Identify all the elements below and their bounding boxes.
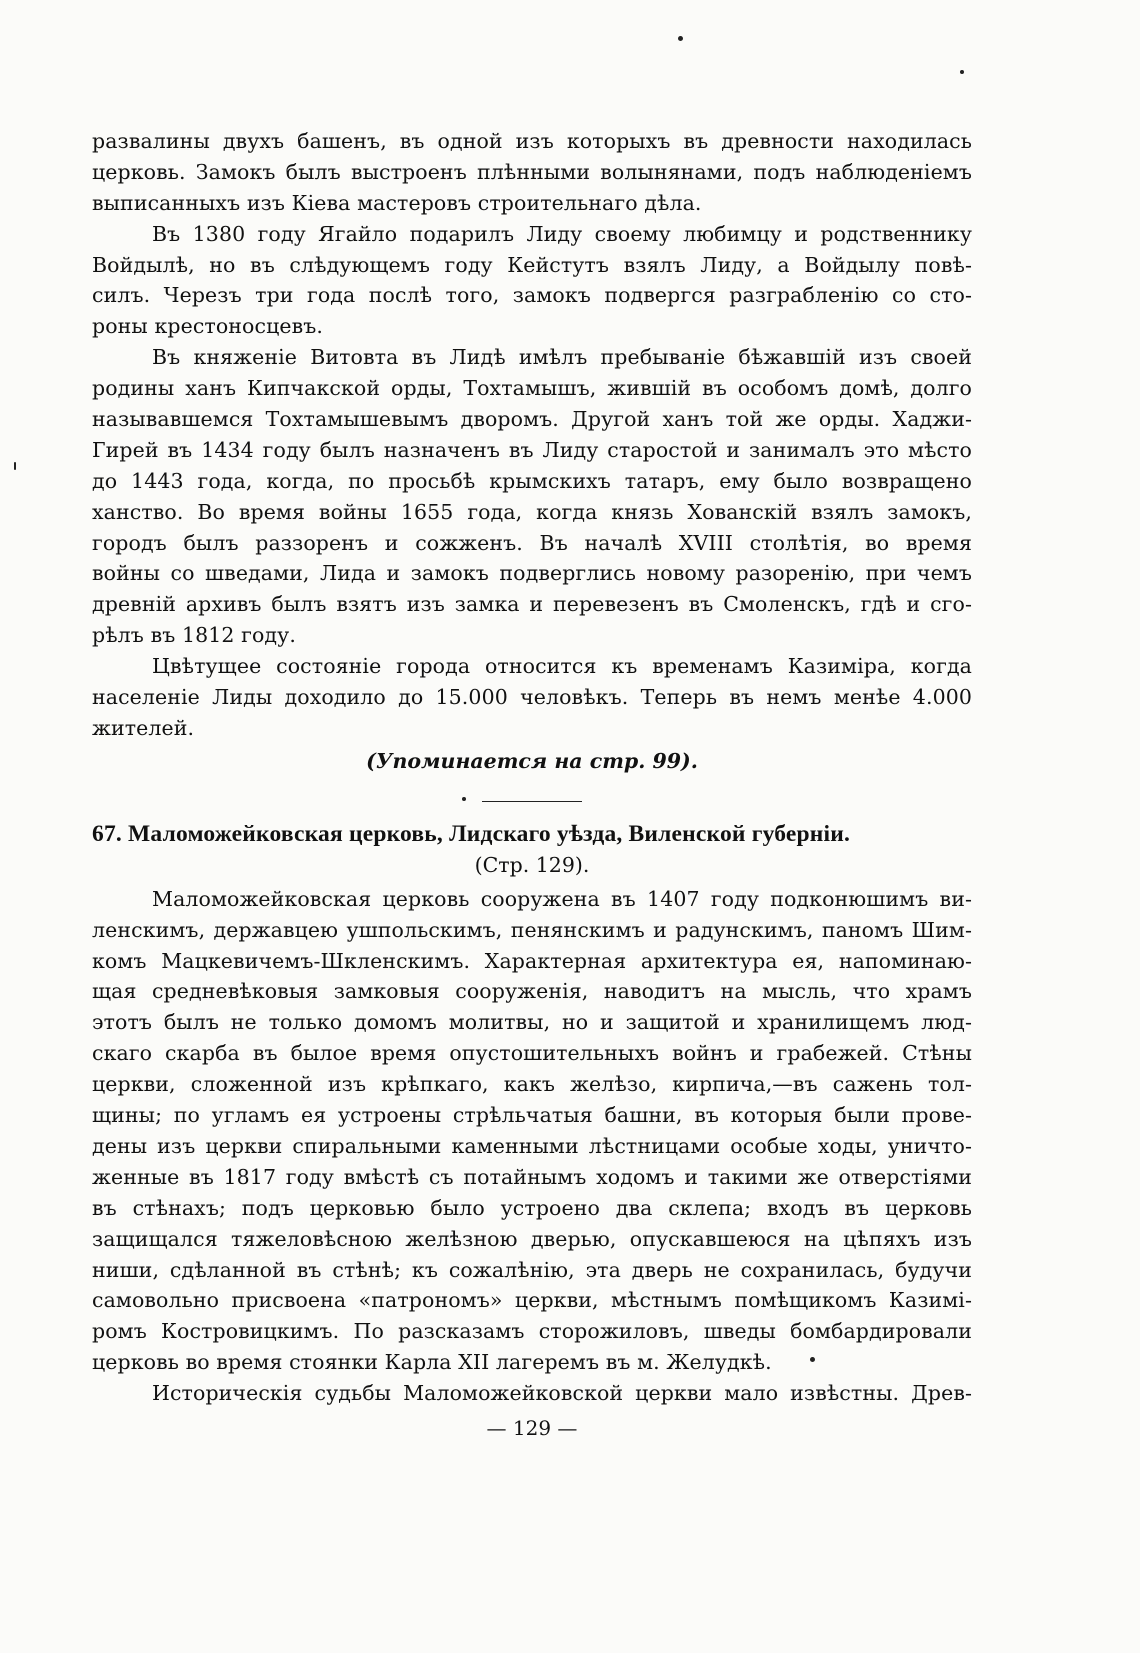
reference-caption: (Упоминается на стр. 99). <box>366 748 698 773</box>
text-line: комъ Мацкевичемъ-Шкленскимъ. Характерная архитектура ея, напоминаю- <box>92 948 972 973</box>
text-line: самовольно присвоена «патрономъ» церкви, мѣстнымъ помѣщикомъ Казимі- <box>92 1288 972 1313</box>
section-divider <box>482 801 582 802</box>
text-line: Въ княженіе Витовта въ Лидѣ имѣлъ пребываніе бѣжавшій изъ своей <box>152 345 972 370</box>
scan-speck <box>14 462 16 470</box>
page-body <box>92 126 972 1443</box>
text-line: ханство. Во время войны 1655 года, когда князь Хованскій взялъ замокъ, <box>92 499 972 524</box>
paragraph-city-prosperity <box>92 651 972 744</box>
scan-speck <box>810 1357 815 1362</box>
text-line: ленскимъ, державцею ушпольскимъ, пенянскимъ и радунскимъ, паномъ Шим- <box>92 917 972 942</box>
paragraph-jagiello-gift <box>92 219 972 343</box>
page-number: — 129 — <box>486 1415 578 1440</box>
text-line: женные въ 1817 году вмѣстѣ съ потайнымъ ходомъ и такими же отверстіями <box>92 1164 972 1189</box>
text-line: силъ. Черезъ три года послѣ того, замокъ подвергся разграбленію со сто- <box>92 283 972 308</box>
paragraph-church-history <box>92 1378 972 1409</box>
section-heading: 67. Маломожейковская церковь, Лидскаго уѣзда, Виленской губерніи. <box>92 820 851 847</box>
text-line: церкви, сложенной изъ крѣпкаго, какъ желѣзо, кирпича,—въ сажень тол- <box>92 1072 972 1097</box>
text-line: церковь во время стоянки Карла XII лагеремъ въ м. Желудкѣ. <box>92 1350 772 1375</box>
paragraph-vytautas-reign <box>92 342 972 651</box>
paragraph-castle-ruins <box>92 126 972 219</box>
text-line: Войдылѣ, но въ слѣдующемъ году Кейстутъ взялъ Лиду, а Войдылу повѣ- <box>92 252 972 277</box>
text-line: древній архивъ былъ взятъ изъ замка и перевезенъ въ Смоленскъ, гдѣ и сго- <box>92 592 972 617</box>
text-line: называвшемся Тохтамышевымъ дворомъ. Другой ханъ той же орды. Хаджи- <box>92 407 972 432</box>
text-line: рѣлъ въ 1812 году. <box>92 623 296 648</box>
text-line: роны крестоносцевъ. <box>92 314 323 339</box>
text-line: дены изъ церкви спиральными каменными лѣстницами особые ходы, уничто- <box>92 1133 972 1158</box>
text-line: до 1443 года, когда, по просьбѣ крымскихъ татаръ, ему было возвращено <box>92 468 972 493</box>
section-subheading: (Стр. 129). <box>474 852 590 877</box>
text-line: населеніе Лиды доходило до 15.000 человѣкъ. Теперь въ немъ менѣе 4.000 <box>92 685 972 710</box>
text-line: Цвѣтущее состояніе города относится къ временамъ Казиміра, когда <box>152 654 972 679</box>
text-line: Гирей въ 1434 году былъ назначенъ въ Лиду старостой и занималъ это мѣсто <box>92 437 972 462</box>
text-line: ромъ Костровицкимъ. По разсказамъ сторожиловъ, шведы бомбардировали <box>92 1319 972 1344</box>
text-line: Въ 1380 году Ягайло подарилъ Лиду своему любимцу и родственнику <box>152 221 972 246</box>
text-line: церковь. Замокъ былъ выстроенъ плѣнными волынянами, подъ наблюденіемъ <box>92 159 972 184</box>
text-line: этотъ былъ не только домомъ молитвы, но и защитой и хранилищемъ люд- <box>92 1010 972 1035</box>
text-line: щая средневѣковыя замковыя сооруженія, наводитъ на мысль, что храмъ <box>92 979 972 1004</box>
scan-speck <box>678 36 683 41</box>
text-line: въ стѣнахъ; подъ церковью было устроено два склепа; входъ въ церковь <box>92 1195 972 1220</box>
text-line: скаго скарба въ былое время опустошительныхъ войнъ и грабежей. Стѣны <box>92 1041 972 1066</box>
scan-speck <box>462 797 466 801</box>
text-line: ниши, сдѣланной въ стѣнѣ; къ сожалѣнію, эта дверь не сохранилась, будучи <box>92 1257 972 1282</box>
text-line: войны со шведами, Лида и замокъ подверглись новому разоренію, при чемъ <box>92 561 972 586</box>
text-line: щины; по угламъ ея устроены стрѣльчатыя башни, въ которыя были прове- <box>92 1103 972 1128</box>
scan-speck <box>960 70 964 74</box>
text-line: развалины двухъ башенъ, въ одной изъ которыхъ въ древности находилась <box>92 129 972 153</box>
text-line: городъ былъ раззоренъ и сожженъ. Въ началѣ XVIII столѣтія, во время <box>92 530 972 555</box>
paragraph-church-description <box>92 884 972 1378</box>
text-line: жителей. <box>92 715 195 740</box>
text-line: Историческія судьбы Маломожейковской церкви мало извѣстны. Древ- <box>152 1381 972 1406</box>
text-line: защищался тяжеловѣсною желѣзною дверью, опускавшеюся на цѣпяхъ изъ <box>92 1226 972 1251</box>
text-line: Маломожейковская церковь сооружена въ 1407 году подконюшимъ ви- <box>152 886 972 911</box>
text-line: выписанныхъ изъ Кіева мастеровъ строительнаго дѣла. <box>92 190 702 215</box>
text-line: родины ханъ Кипчакской орды, Тохтамышъ, жившій въ особомъ домѣ, долго <box>92 376 972 401</box>
